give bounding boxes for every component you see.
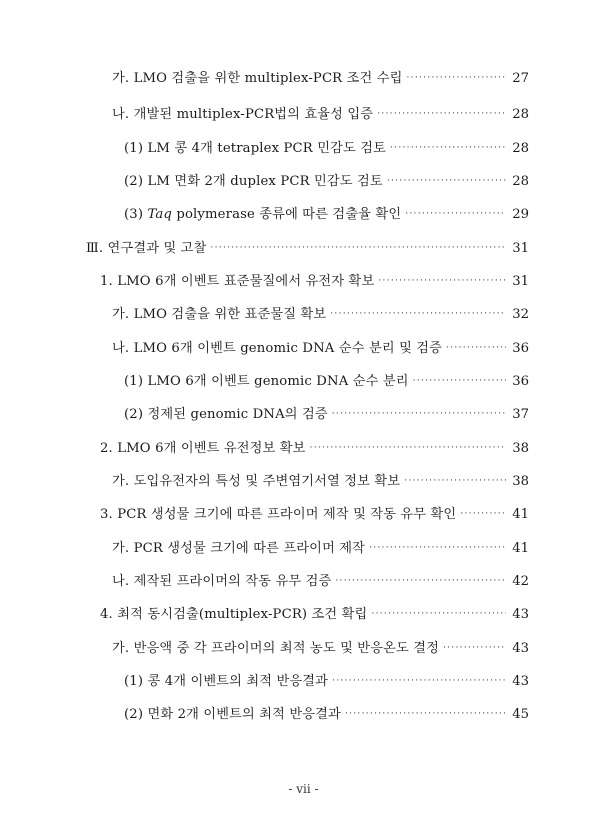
toc-entry-title: 가. PCR 생성물 크기에 따른 프라이머 제작	[112, 541, 366, 556]
toc-page-number: 31	[512, 274, 529, 289]
toc-leader-dots	[460, 505, 506, 523]
toc-page-number: 43	[512, 641, 529, 656]
toc-page-number: 38	[512, 441, 529, 456]
toc-entry[interactable]	[124, 206, 529, 225]
toc-entry-title: 가. 반응액 중 각 프라이머의 최적 농도 및 반응온도 결정	[112, 641, 439, 656]
toc-page-number: 43	[512, 607, 529, 622]
toc-page-number: 36	[512, 374, 529, 389]
toc-leader-dots	[390, 139, 506, 157]
toc-entry-title: 가. LMO 검출을 위한 multiplex-PCR 조건 수립	[112, 71, 403, 86]
toc-leader-dots	[369, 539, 506, 557]
toc-entry[interactable]	[112, 640, 529, 659]
toc-entry-title: 나. LMO 6개 이벤트 genomic DNA 순수 분리 및 검증	[112, 341, 443, 356]
toc-entry[interactable]	[124, 673, 529, 692]
page-footer-number: - vii -	[288, 782, 319, 796]
toc-entry[interactable]	[100, 606, 529, 625]
toc-leader-dots	[335, 572, 506, 590]
toc-page-number: 32	[512, 307, 529, 322]
toc-entry[interactable]	[112, 306, 529, 325]
toc-page-number: 28	[512, 141, 529, 156]
toc-page-number: 31	[512, 241, 529, 256]
toc-page-number: 38	[512, 474, 529, 489]
toc-entry-title: (1) LMO 6개 이벤트 genomic DNA 순수 분리	[124, 374, 409, 389]
toc-leader-dots	[210, 239, 506, 257]
toc-leader-dots	[345, 705, 506, 723]
toc-entry-title: (1) 콩 4개 이벤트의 최적 반응결과	[124, 674, 329, 689]
toc-leader-dots	[407, 69, 507, 87]
toc-leader-dots	[387, 172, 506, 190]
toc-page-number: 28	[512, 174, 529, 189]
toc-page-number: 27	[512, 71, 529, 86]
toc-entry[interactable]	[124, 140, 529, 159]
toc-leader-dots	[405, 205, 506, 223]
toc-entry[interactable]	[112, 540, 529, 559]
toc-entry-title: 나. 개발된 multiplex-PCR법의 효율성 입증	[112, 107, 374, 122]
toc-leader-dots	[330, 305, 506, 323]
toc-entry-title: 가. LMO 검출을 위한 표준물질 확보	[112, 307, 327, 322]
toc-entry-title: (2) 정제된 genomic DNA의 검증	[124, 407, 328, 422]
toc-leader-dots	[413, 372, 507, 390]
toc-entry-title: Ⅲ. 연구결과 및 고찰	[86, 241, 207, 256]
toc-entry-title: 2. LMO 6개 이벤트 유전정보 확보	[100, 441, 306, 456]
toc-leader-dots	[310, 439, 507, 457]
toc-entry[interactable]	[100, 273, 529, 292]
toc-leader-dots	[446, 339, 506, 357]
toc-leader-dots	[332, 405, 506, 423]
toc-entry[interactable]	[124, 706, 529, 725]
toc-entry[interactable]	[112, 70, 529, 89]
toc-page-number: 29	[512, 207, 529, 222]
toc-leader-dots	[443, 639, 506, 657]
toc-page-number: 45	[512, 707, 529, 722]
toc-entry[interactable]	[100, 440, 529, 459]
toc-page-number: 28	[512, 107, 529, 122]
toc-entry-title: 나. 제작된 프라이머의 작동 유무 검증	[112, 574, 332, 589]
toc-entry[interactable]	[124, 173, 529, 192]
toc-entry[interactable]	[100, 506, 529, 525]
toc-entry-title: (2) LM 면화 2개 duplex PCR 민감도 검토	[124, 174, 383, 189]
toc-leader-dots	[378, 272, 506, 290]
toc-entry-title: 가. 도입유전자의 특성 및 주변염기서열 정보 확보	[112, 474, 401, 489]
toc-entry-title: (1) LM 콩 4개 tetraplex PCR 민감도 검토	[124, 141, 387, 156]
toc-page-number: 41	[512, 541, 529, 556]
toc-leader-dots	[332, 672, 506, 690]
toc-entry-title: 1. LMO 6개 이벤트 표준물질에서 유전자 확보	[100, 274, 375, 289]
toc-entry-title: 4. 최적 동시검출(multiplex-PCR) 조건 확립	[100, 607, 368, 622]
toc-entry[interactable]	[124, 373, 529, 392]
toc-page-number: 37	[512, 407, 529, 422]
toc-page-number: 42	[512, 574, 529, 589]
toc-entry[interactable]	[112, 573, 529, 592]
toc-entry[interactable]	[86, 240, 529, 259]
toc-leader-dots	[404, 472, 506, 490]
toc-page-number: 36	[512, 341, 529, 356]
toc-entry-title: (3) Taq polymerase 종류에 따른 검출율 확인	[124, 207, 402, 222]
toc-entry-title: (2) 면화 2개 이벤트의 최적 반응결과	[124, 707, 341, 722]
toc-entry[interactable]	[112, 473, 529, 492]
toc-entry[interactable]	[112, 340, 529, 359]
toc-leader-dots	[371, 605, 506, 623]
toc-page-number: 43	[512, 674, 529, 689]
toc-entry-title: 3. PCR 생성물 크기에 따른 프라이머 제작 및 작동 유무 확인	[100, 507, 457, 522]
toc-page-number: 41	[512, 507, 529, 522]
toc-entry[interactable]	[112, 106, 529, 125]
toc-leader-dots	[377, 105, 506, 123]
toc-entry[interactable]	[124, 406, 529, 425]
